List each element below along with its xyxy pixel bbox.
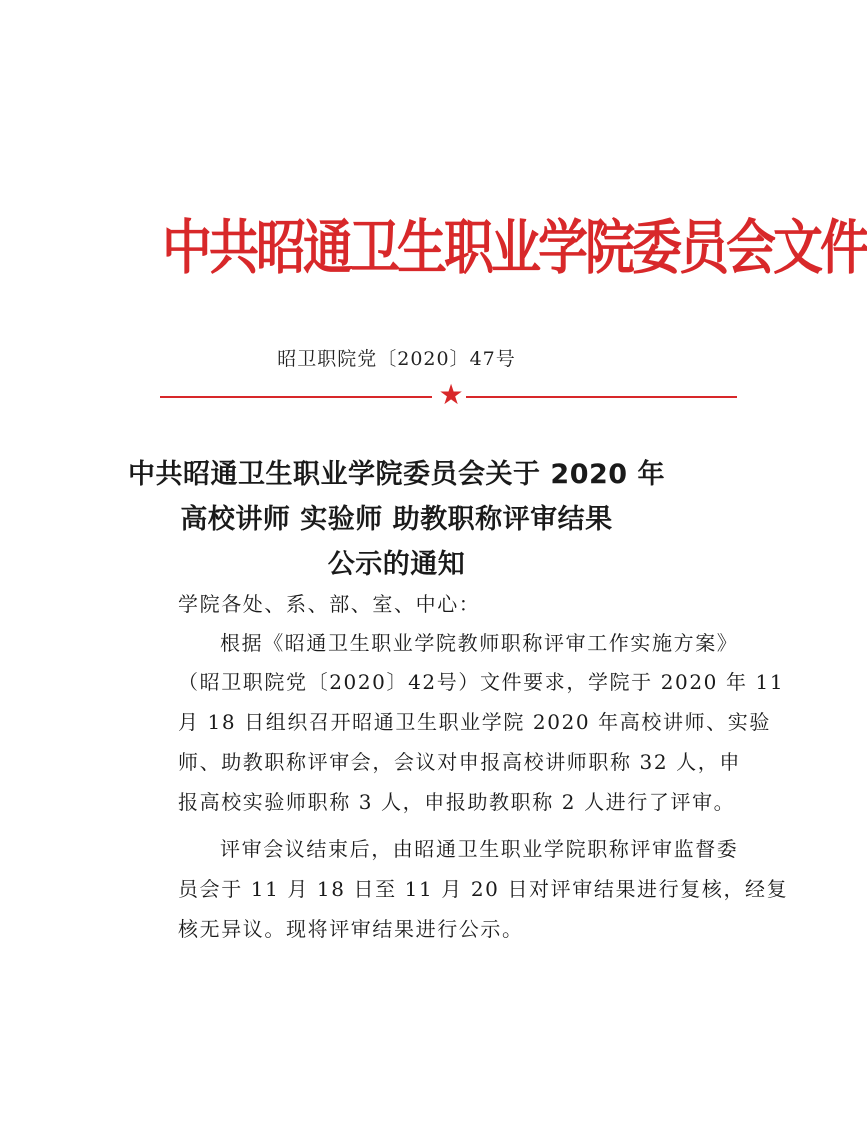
paragraph-1-line: 报高校实验师职称 3 人，申报助教职称 2 人进行了评审。 [178, 790, 736, 814]
paragraph-1-line: 根据《昭通卫生职业学院教师职称评审工作实施方案》 [220, 631, 739, 655]
document-number: 昭卫职院党〔2020〕47号 [277, 348, 516, 370]
red-divider-left [160, 396, 432, 398]
paragraph-1-line: 月 18 日组织召开昭通卫生职业学院 2020 年高校讲师、实验 [178, 710, 771, 734]
paragraph-2-line: 员会于 11 月 18 日至 11 月 20 日对评审结果进行复核，经复 [178, 877, 789, 901]
star-icon: ★ [438, 378, 464, 411]
notice-title-line-2: 高校讲师 实验师 助教职称评审结果 [180, 504, 613, 535]
paragraph-2-line: 评审会议结束后，由昭通卫生职业学院职称评审监督委 [220, 837, 739, 861]
notice-title-line-1: 中共昭通卫生职业学院委员会关于 2020 年 [128, 459, 665, 490]
paragraph-2-line: 核无异议。现将评审结果进行公示。 [178, 917, 524, 941]
notice-title-line-3: 公示的通知 [327, 549, 466, 580]
paragraph-1-line: （昭卫职院党〔2020〕42号）文件要求，学院于 2020 年 11 [178, 670, 785, 694]
red-masthead: 中共昭通卫生职业学院委员会文件 [162, 212, 867, 283]
red-divider-right [466, 396, 737, 398]
salutation: 学院各处、系、部、室、中心： [178, 592, 481, 616]
paragraph-1-line: 师、助教职称评审会，会议对申报高校讲师职称 32 人，申 [178, 750, 741, 774]
